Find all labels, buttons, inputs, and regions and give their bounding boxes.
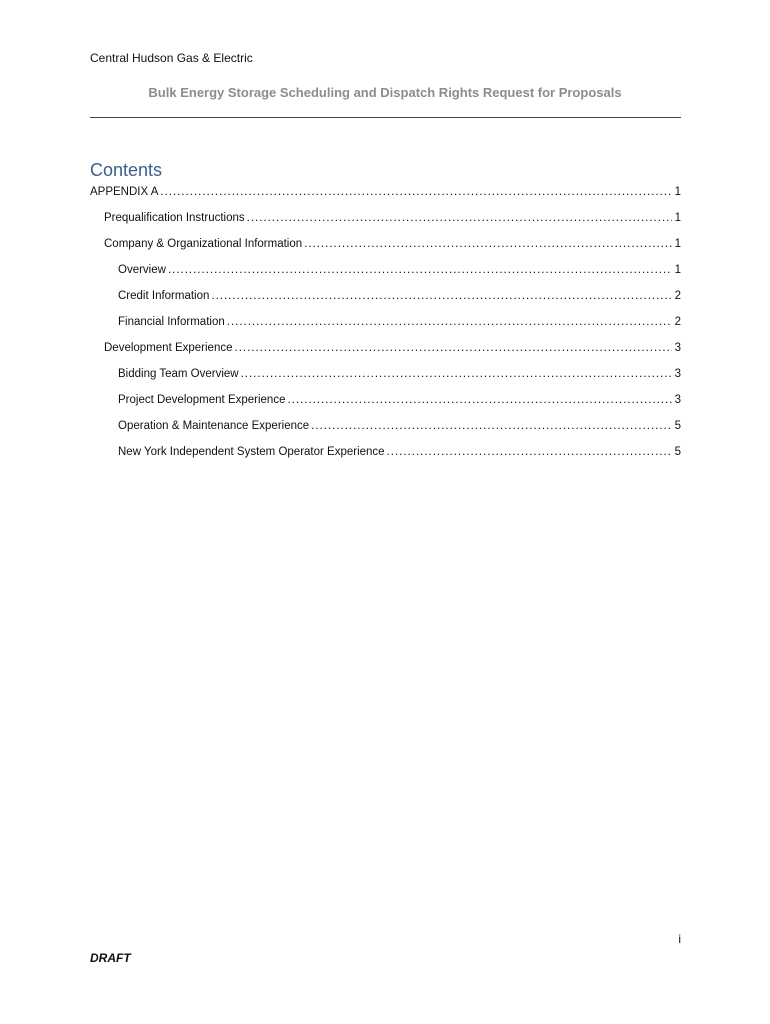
toc-entry-appendix-a[interactable] xyxy=(90,184,681,200)
toc-dot-leader xyxy=(235,340,673,356)
page-number: i xyxy=(678,932,681,946)
toc-heading: Contents xyxy=(90,160,163,180)
toc-entry-company-organizational-information[interactable] xyxy=(104,236,681,252)
toc-entry-project-development-experience[interactable] xyxy=(118,392,681,408)
toc-entry-prequalification-instructions[interactable] xyxy=(104,210,681,226)
toc-entry-label: New York Independent System Operator Experience xyxy=(118,446,385,458)
toc-entry-page: 3 xyxy=(674,342,681,354)
toc-dot-leader xyxy=(160,184,672,200)
toc-entry-label: Credit Information xyxy=(118,290,210,302)
toc-entry-page: 2 xyxy=(674,290,681,302)
toc-entry-credit-information[interactable] xyxy=(118,288,681,304)
toc-dot-leader xyxy=(211,288,672,304)
toc-entry-page: 1 xyxy=(674,238,681,250)
toc-entry-label: Overview xyxy=(118,264,166,276)
toc-entry-label: Operation & Maintenance Experience xyxy=(118,420,310,432)
toc-entry-financial-information[interactable] xyxy=(118,314,681,330)
toc-dot-leader xyxy=(168,262,672,278)
toc-entry-operation-maintenance-experience[interactable] xyxy=(118,418,681,434)
toc-dot-leader xyxy=(241,366,672,382)
toc-entry-label: Project Development Experience xyxy=(118,394,286,406)
toc-dot-leader xyxy=(387,444,672,460)
toc-dot-leader xyxy=(247,210,672,226)
toc-dot-leader xyxy=(227,314,672,330)
toc-entry-label: Financial Information xyxy=(118,316,225,328)
toc-dot-leader xyxy=(287,392,672,408)
toc-entry-page: 5 xyxy=(674,446,681,458)
toc-entry-label: Bidding Team Overview xyxy=(118,368,239,380)
toc-dot-leader xyxy=(304,236,672,252)
toc-entry-nyiso-experience[interactable] xyxy=(118,444,681,460)
toc-entry-bidding-team-overview[interactable] xyxy=(118,366,681,382)
toc-entry-page: 1 xyxy=(674,212,681,224)
toc-entry-overview[interactable] xyxy=(118,262,681,278)
toc-entry-page: 1 xyxy=(674,264,681,276)
draft-label: DRAFT xyxy=(90,951,131,965)
company-name: Central Hudson Gas & Electric xyxy=(90,51,253,65)
toc-entry-page: 1 xyxy=(674,186,681,198)
toc-entry-label: APPENDIX A xyxy=(90,186,159,198)
toc-entry-label: Development Experience xyxy=(104,342,233,354)
header-divider xyxy=(90,117,681,118)
toc-entry-label: Prequalification Instructions xyxy=(104,212,245,224)
toc-entry-development-experience[interactable] xyxy=(104,340,681,356)
toc-dot-leader xyxy=(311,418,672,434)
toc-entry-page: 3 xyxy=(674,368,681,380)
document-title: Bulk Energy Storage Scheduling and Dispatch Rights Request for Proposals xyxy=(148,85,622,100)
toc-entry-page: 5 xyxy=(674,420,681,432)
toc-entry-page: 2 xyxy=(674,316,681,328)
toc-entry-label: Company & Organizational Information xyxy=(104,238,303,250)
toc-entry-page: 3 xyxy=(674,394,681,406)
